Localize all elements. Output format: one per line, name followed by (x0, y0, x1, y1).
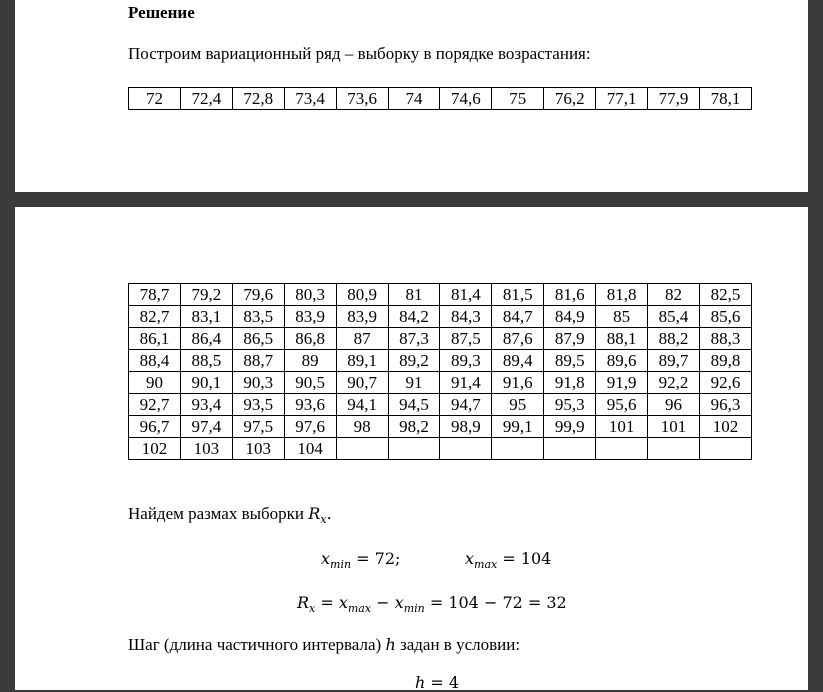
table-cell (336, 438, 388, 460)
table-row (129, 394, 752, 416)
range-symbol: $R_x$. (308, 504, 332, 527)
table-cell: 101 (596, 416, 648, 438)
table-cell: 92,7 (129, 394, 181, 416)
table-cell: 78,1 (699, 88, 751, 110)
table-cell: 90,7 (336, 372, 388, 394)
table-cell: 83,9 (336, 306, 388, 328)
table-cell: 84,7 (492, 306, 544, 328)
table-cell: 99,1 (492, 416, 544, 438)
table-cell: 89,5 (544, 350, 596, 372)
table-cell (440, 438, 492, 460)
table-cell: 81,4 (440, 284, 492, 306)
table-cell: 87,3 (388, 328, 440, 350)
table-cell (544, 438, 596, 460)
table-cell: 92,6 (699, 372, 751, 394)
table-cell: 77,9 (648, 88, 700, 110)
table-cell (492, 438, 544, 460)
table-cell: 86,4 (180, 328, 232, 350)
table-cell: 85,6 (699, 306, 751, 328)
table-cell (699, 438, 751, 460)
table-cell: 98,2 (388, 416, 440, 438)
table-cell: 91,4 (440, 372, 492, 394)
xmin-formula: $x_{min} = 72$; (321, 549, 401, 572)
table-cell: 81,8 (596, 284, 648, 306)
solution-heading: Решение (128, 3, 195, 22)
table-cell: 88,3 (699, 328, 751, 350)
table-cell: 103 (232, 438, 284, 460)
table-row (129, 372, 752, 394)
table-cell: 78,7 (129, 284, 181, 306)
table-cell: 89,2 (388, 350, 440, 372)
table-cell: 89,1 (336, 350, 388, 372)
table-cell: 81 (388, 284, 440, 306)
table-cell: 74,6 (440, 88, 492, 110)
intro-paragraph: Построим вариационный ряд – выборку в порядке возрастания: (128, 44, 591, 63)
table-cell: 96,7 (129, 416, 181, 438)
variation-series-table-main (128, 283, 752, 460)
table-cell: 97,6 (284, 416, 336, 438)
table-cell: 88,5 (180, 350, 232, 372)
table-cell: 74 (388, 88, 440, 110)
table-cell: 80,9 (336, 284, 388, 306)
table-cell: 89,6 (596, 350, 648, 372)
table-cell: 90 (129, 372, 181, 394)
step-paragraph: Шаг (длина частичного интервала) h задан в условии: (128, 635, 521, 654)
table-cell: 89,8 (699, 350, 751, 372)
table-cell: 95,6 (596, 394, 648, 416)
variation-series-table-top (128, 87, 752, 110)
table-cell: 97,5 (232, 416, 284, 438)
table-cell: 84,9 (544, 306, 596, 328)
table-row (129, 284, 752, 306)
table-cell: 79,6 (232, 284, 284, 306)
table-cell: 73,4 (284, 88, 336, 110)
table-cell: 83,9 (284, 306, 336, 328)
table-cell: 86,5 (232, 328, 284, 350)
table-row (129, 306, 752, 328)
table-cell: 94,7 (440, 394, 492, 416)
table-cell: 93,4 (180, 394, 232, 416)
table-cell: 86,1 (129, 328, 181, 350)
range-formula: $R_x = x_{max} - x_{min} = 104 - 72 = 32$ (297, 593, 567, 616)
table-cell: 91 (388, 372, 440, 394)
table-cell: 93,6 (284, 394, 336, 416)
table-cell: 89,4 (492, 350, 544, 372)
document-page-2 (15, 207, 808, 690)
table-cell: 72,8 (232, 88, 284, 110)
table-cell: 82 (648, 284, 700, 306)
table-cell: 104 (284, 438, 336, 460)
table-cell: 87,9 (544, 328, 596, 350)
table-row (129, 350, 752, 372)
table-cell: 82,5 (699, 284, 751, 306)
table-cell: 97,4 (180, 416, 232, 438)
table-cell: 85,4 (648, 306, 700, 328)
table-cell: 87,5 (440, 328, 492, 350)
table-cell: 89 (284, 350, 336, 372)
xmax-formula: $x_{max} = 104$ (465, 549, 552, 572)
document-page-1 (15, 0, 808, 192)
table-cell: 91,8 (544, 372, 596, 394)
table-row (129, 88, 752, 110)
table-cell: 83,1 (180, 306, 232, 328)
table-row (129, 416, 752, 438)
table-cell: 80,3 (284, 284, 336, 306)
table-row (129, 438, 752, 460)
table-cell: 85 (596, 306, 648, 328)
table-cell: 72,4 (180, 88, 232, 110)
table-cell: 86,8 (284, 328, 336, 350)
table-cell: 90,5 (284, 372, 336, 394)
table-cell: 87 (336, 328, 388, 350)
table-cell: 89,3 (440, 350, 492, 372)
table-cell: 73,6 (336, 88, 388, 110)
table-cell: 103 (180, 438, 232, 460)
table-cell: 81,6 (544, 284, 596, 306)
table-cell: 102 (699, 416, 751, 438)
table-cell: 84,3 (440, 306, 492, 328)
table-cell: 101 (648, 416, 700, 438)
range-paragraph (128, 504, 332, 526)
table-cell: 90,3 (232, 372, 284, 394)
table-cell: 87,6 (492, 328, 544, 350)
step-formula: h = 4 (415, 673, 460, 692)
table-cell: 88,2 (648, 328, 700, 350)
table-cell: 88,1 (596, 328, 648, 350)
table-cell: 89,7 (648, 350, 700, 372)
table-cell (596, 438, 648, 460)
table-row (129, 328, 752, 350)
table-cell: 72 (129, 88, 181, 110)
table-cell: 94,5 (388, 394, 440, 416)
table-cell: 91,6 (492, 372, 544, 394)
table-cell (388, 438, 440, 460)
table-cell: 90,1 (180, 372, 232, 394)
table-cell: 88,4 (129, 350, 181, 372)
table-cell: 96,3 (699, 394, 751, 416)
table-cell: 81,5 (492, 284, 544, 306)
table-cell: 99,9 (544, 416, 596, 438)
table-cell: 96 (648, 394, 700, 416)
table-cell: 83,5 (232, 306, 284, 328)
table-cell: 77,1 (596, 88, 648, 110)
table-cell: 88,7 (232, 350, 284, 372)
table-cell (648, 438, 700, 460)
table-cell: 95 (492, 394, 544, 416)
range-text: Найдем размах выборки (128, 504, 305, 523)
table-cell: 102 (129, 438, 181, 460)
table-cell: 92,2 (648, 372, 700, 394)
table-cell: 98,9 (440, 416, 492, 438)
table-cell: 75 (492, 88, 544, 110)
table-cell: 79,2 (180, 284, 232, 306)
table-cell: 98 (336, 416, 388, 438)
table-cell: 91,9 (596, 372, 648, 394)
table-cell: 93,5 (232, 394, 284, 416)
table-cell: 82,7 (129, 306, 181, 328)
table-cell: 94,1 (336, 394, 388, 416)
table-cell: 84,2 (388, 306, 440, 328)
table-cell: 76,2 (544, 88, 596, 110)
table-cell: 95,3 (544, 394, 596, 416)
